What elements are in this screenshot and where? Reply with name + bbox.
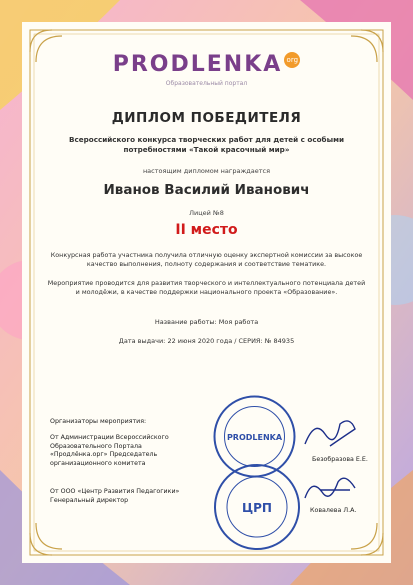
signature-1 xyxy=(300,414,360,454)
logo-brand: PRODLENKA xyxy=(112,52,283,77)
prodlenka-logo xyxy=(22,52,391,77)
diploma-sheet xyxy=(22,22,391,563)
diploma-title: ДИПЛОМ ПОБЕДИТЕЛЯ xyxy=(111,110,302,126)
organizers-label: Организаторы мероприятия: xyxy=(50,418,147,425)
contest-name: Всероссийского конкурса творческих работ для детей с особыми потребностями «Такой красочный мир» xyxy=(69,135,344,154)
awarded-text: настоящим дипломом награждается xyxy=(142,167,271,175)
ooo-signatory-text: От ООО «Центр Развития Педагогики» Генеральный директор xyxy=(50,488,180,504)
work-name: Название работы: Моя работа xyxy=(154,318,259,326)
logo-tagline: Образовательный портал xyxy=(165,80,248,87)
signature-2 xyxy=(300,470,360,508)
admin-signatory-text: От Администрации Всероссийского Образовательного Портала «Продлёнка.орг» Председатель организационного комитета xyxy=(50,434,169,467)
logo-org-badge: org xyxy=(284,52,300,68)
evaluation-paragraph: Конкурсная работа участника получила отличную оценку экспертной комиссии за высокое качество выполнения, полноту содержания и соответствие тематике. xyxy=(50,251,363,268)
crp-stamp xyxy=(212,462,302,552)
stamp1-center-text: PRODLENKA xyxy=(226,433,283,442)
recipient-organization: Лицей №8 xyxy=(189,209,224,217)
recipient-name: Иванов Василий Иванович xyxy=(103,182,310,198)
issue-date-series: Дата выдачи: 22 июня 2020 года / СЕРИЯ: № 84935 xyxy=(118,337,295,345)
event-paragraph: Мероприятие проводится для развития творческого и интеллектуального потенциала детей и молодёжи, в качестве поддержки национального проекта «Образование». xyxy=(47,279,366,296)
signer2-name: Ковалева Л.А. xyxy=(310,507,357,514)
place-award: II место xyxy=(175,222,238,238)
signer1-name: Безобразова Е.Е. xyxy=(312,456,368,463)
stamp2-center-text: ЦРП xyxy=(242,501,272,515)
